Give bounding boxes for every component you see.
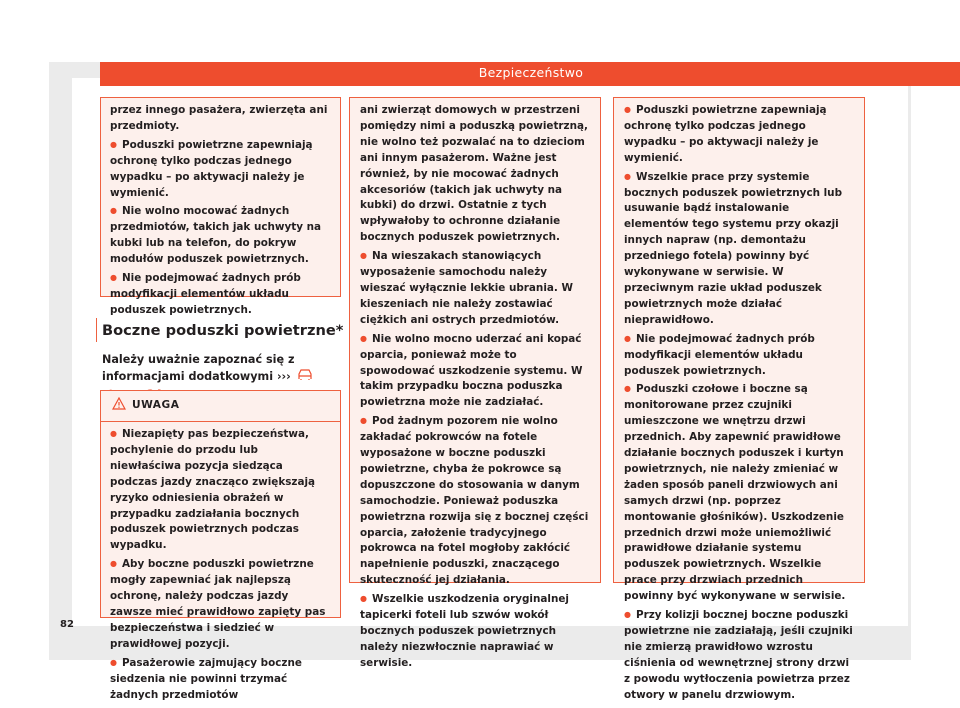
bullet-item: ● Poduszki powietrzne zapewniają ochronę tylko podczas jednego wypadku – po aktywacji należy je wymienić. xyxy=(110,138,331,202)
paragraph: ani zwierząt domowych w przestrzeni pomiędzy nimi a poduszką powietrzną, nie wolno też pozwalać na to dzieciom ani innym pasażerom. Ważne jest również, by nie mocować żadnych akcesoriów (takich jak uchwyty na kubki) do drzwi. Ostatnie z tych wpływałoby to ochronne działanie bocznych poduszek powietrznych. xyxy=(360,104,588,244)
bullet-item: ● Wszelkie prace przy systemie bocznych poduszek powietrznych lub usuwanie bądź instalowanie elementów tego systemu przy okazji innych napraw (np. demontażu przedniego fotela) powinny być wykonywane w serwisie. W przeciwnym razie układ poduszek powietrznych może działać nieprawidłowo. xyxy=(624,170,854,329)
intro-sentence: Należy uważnie zapoznać się z informacjami dodatkowymi xyxy=(102,353,295,383)
warning-box-continued xyxy=(349,97,601,669)
bullet-item: ● Nie podejmować żadnych prób modyfikacji elementów układu poduszek powietrznych. xyxy=(624,332,854,380)
paragraph: przez innego pasażera, zwierzęta ani przedmioty. xyxy=(110,104,328,132)
bullet-item: ● Wszelkie uszkodzenia oryginalnej tapicerki foteli lub szwów wokół bocznych poduszek powietrznych należy niezwłocznie naprawiać w serwisie. xyxy=(360,592,590,672)
bullet-item: ● Poduszki powietrzne zapewniają ochronę tylko podczas jednego wypadku – po aktywacji należy je wymienić. xyxy=(624,103,854,167)
warning-box-continued-2 xyxy=(613,97,865,701)
warning-bullet: ● Niezapięty pas bezpieczeństwa, pochylenie do przodu lub niewłaściwa pozycja siedząca podczas jazdy znacząco zwiększają ryzyko odniesienia obrażeń w przypadku zadziałania bocznych poduszek powietrznych podczas wypadku. xyxy=(110,427,331,554)
warning-bullet: ● Aby boczne poduszki powietrzne mogły zapewniać jak najlepszą ochronę, należy podczas jazdy zawsze mieć prawidłowo zapięty pas bezpieczeństwa i siedzieć w prawidłowej pozycji. xyxy=(110,557,331,652)
warning-label: UWAGA xyxy=(132,399,180,412)
warning-box xyxy=(100,390,341,701)
page-number: 82 xyxy=(60,619,74,630)
warning-header xyxy=(101,391,340,422)
warning-bullet: ● Pasażerowie zajmujący boczne siedzenia nie powinni trzymać żadnych przedmiotów xyxy=(110,656,331,704)
bullet-item: ● Na wieszakach stanowiących wyposażenie samochodu należy wieszać wyłącznie lekkie ubrania. W kieszeniach nie należy zostawiać ciężkich ani ostrych przedmiotów. xyxy=(360,249,590,329)
bullet-item: ● Nie podejmować żadnych prób modyfikacji elementów układu poduszek powietrznych. xyxy=(110,271,331,319)
bullet-item: ● Poduszki czołowe i boczne są monitorowane przez czujniki umieszczone we wnętrzu drzwi przednich. Aby zapewnić prawidłowe działanie bocznych poduszek i kurtyn powietrznych, nie należy zmieniać w żaden sposób paneli drzwiowych ani samych drzwi (np. poprzez montowanie głośników). Uszkodzenie przednich drzwi może uniemożliwić prawidłowe działanie systemu poduszek powietrznych. Wszelkie prace przy drzwiach przednich powinny być wykonywane w serwisie. xyxy=(624,382,854,605)
bullet-item: ● Nie wolno mocować żadnych przedmiotów, takich jak uchwyty na kubki lub na telefon, do pokryw modułów poduszek powietrznych. xyxy=(110,204,331,268)
chapter-header xyxy=(100,62,960,86)
bullet-item: ● Pod żadnym pozorem nie wolno zakładać pokrowców na fotele wyposażone w boczne poduszki powietrzne, chyba że pokrowce są dopuszczone do stosowania w danym samochodzie. Ponieważ poduszka powietrzna rozwija się z bocznej części oparcia, założenie tradycyjnego pokrowca na fotel mogłoby zakłócić napełnienie poduszki, znaczącego skuteczność jej działania. xyxy=(360,414,590,589)
bullet-item: ● Nie wolno mocno uderzać ani kopać oparcia, ponieważ może to spowodować uszkodzenie systemu. W takim przypadku boczna poduszka powietrzna może nie zadziałać. xyxy=(360,332,590,412)
reference-arrows: ››› xyxy=(276,370,291,383)
warning-triangle-icon xyxy=(112,397,126,416)
bullet-item: ● Przy kolizji bocznej boczne poduszki powietrzne nie zadziałają, jeśli czujniki nie zmierzą prawidłowo wzrostu ciśnienia od wewnętrznej strony drzwi z powodu wytłoczenia powietrza przez otwory w panelu drzwiowym. xyxy=(624,608,854,703)
info-box-continued xyxy=(100,97,341,316)
section-title: Boczne poduszki powietrzne* xyxy=(102,322,344,339)
chapter-title: Bezpieczeństwo xyxy=(478,65,584,80)
car-book-icon xyxy=(297,368,313,386)
